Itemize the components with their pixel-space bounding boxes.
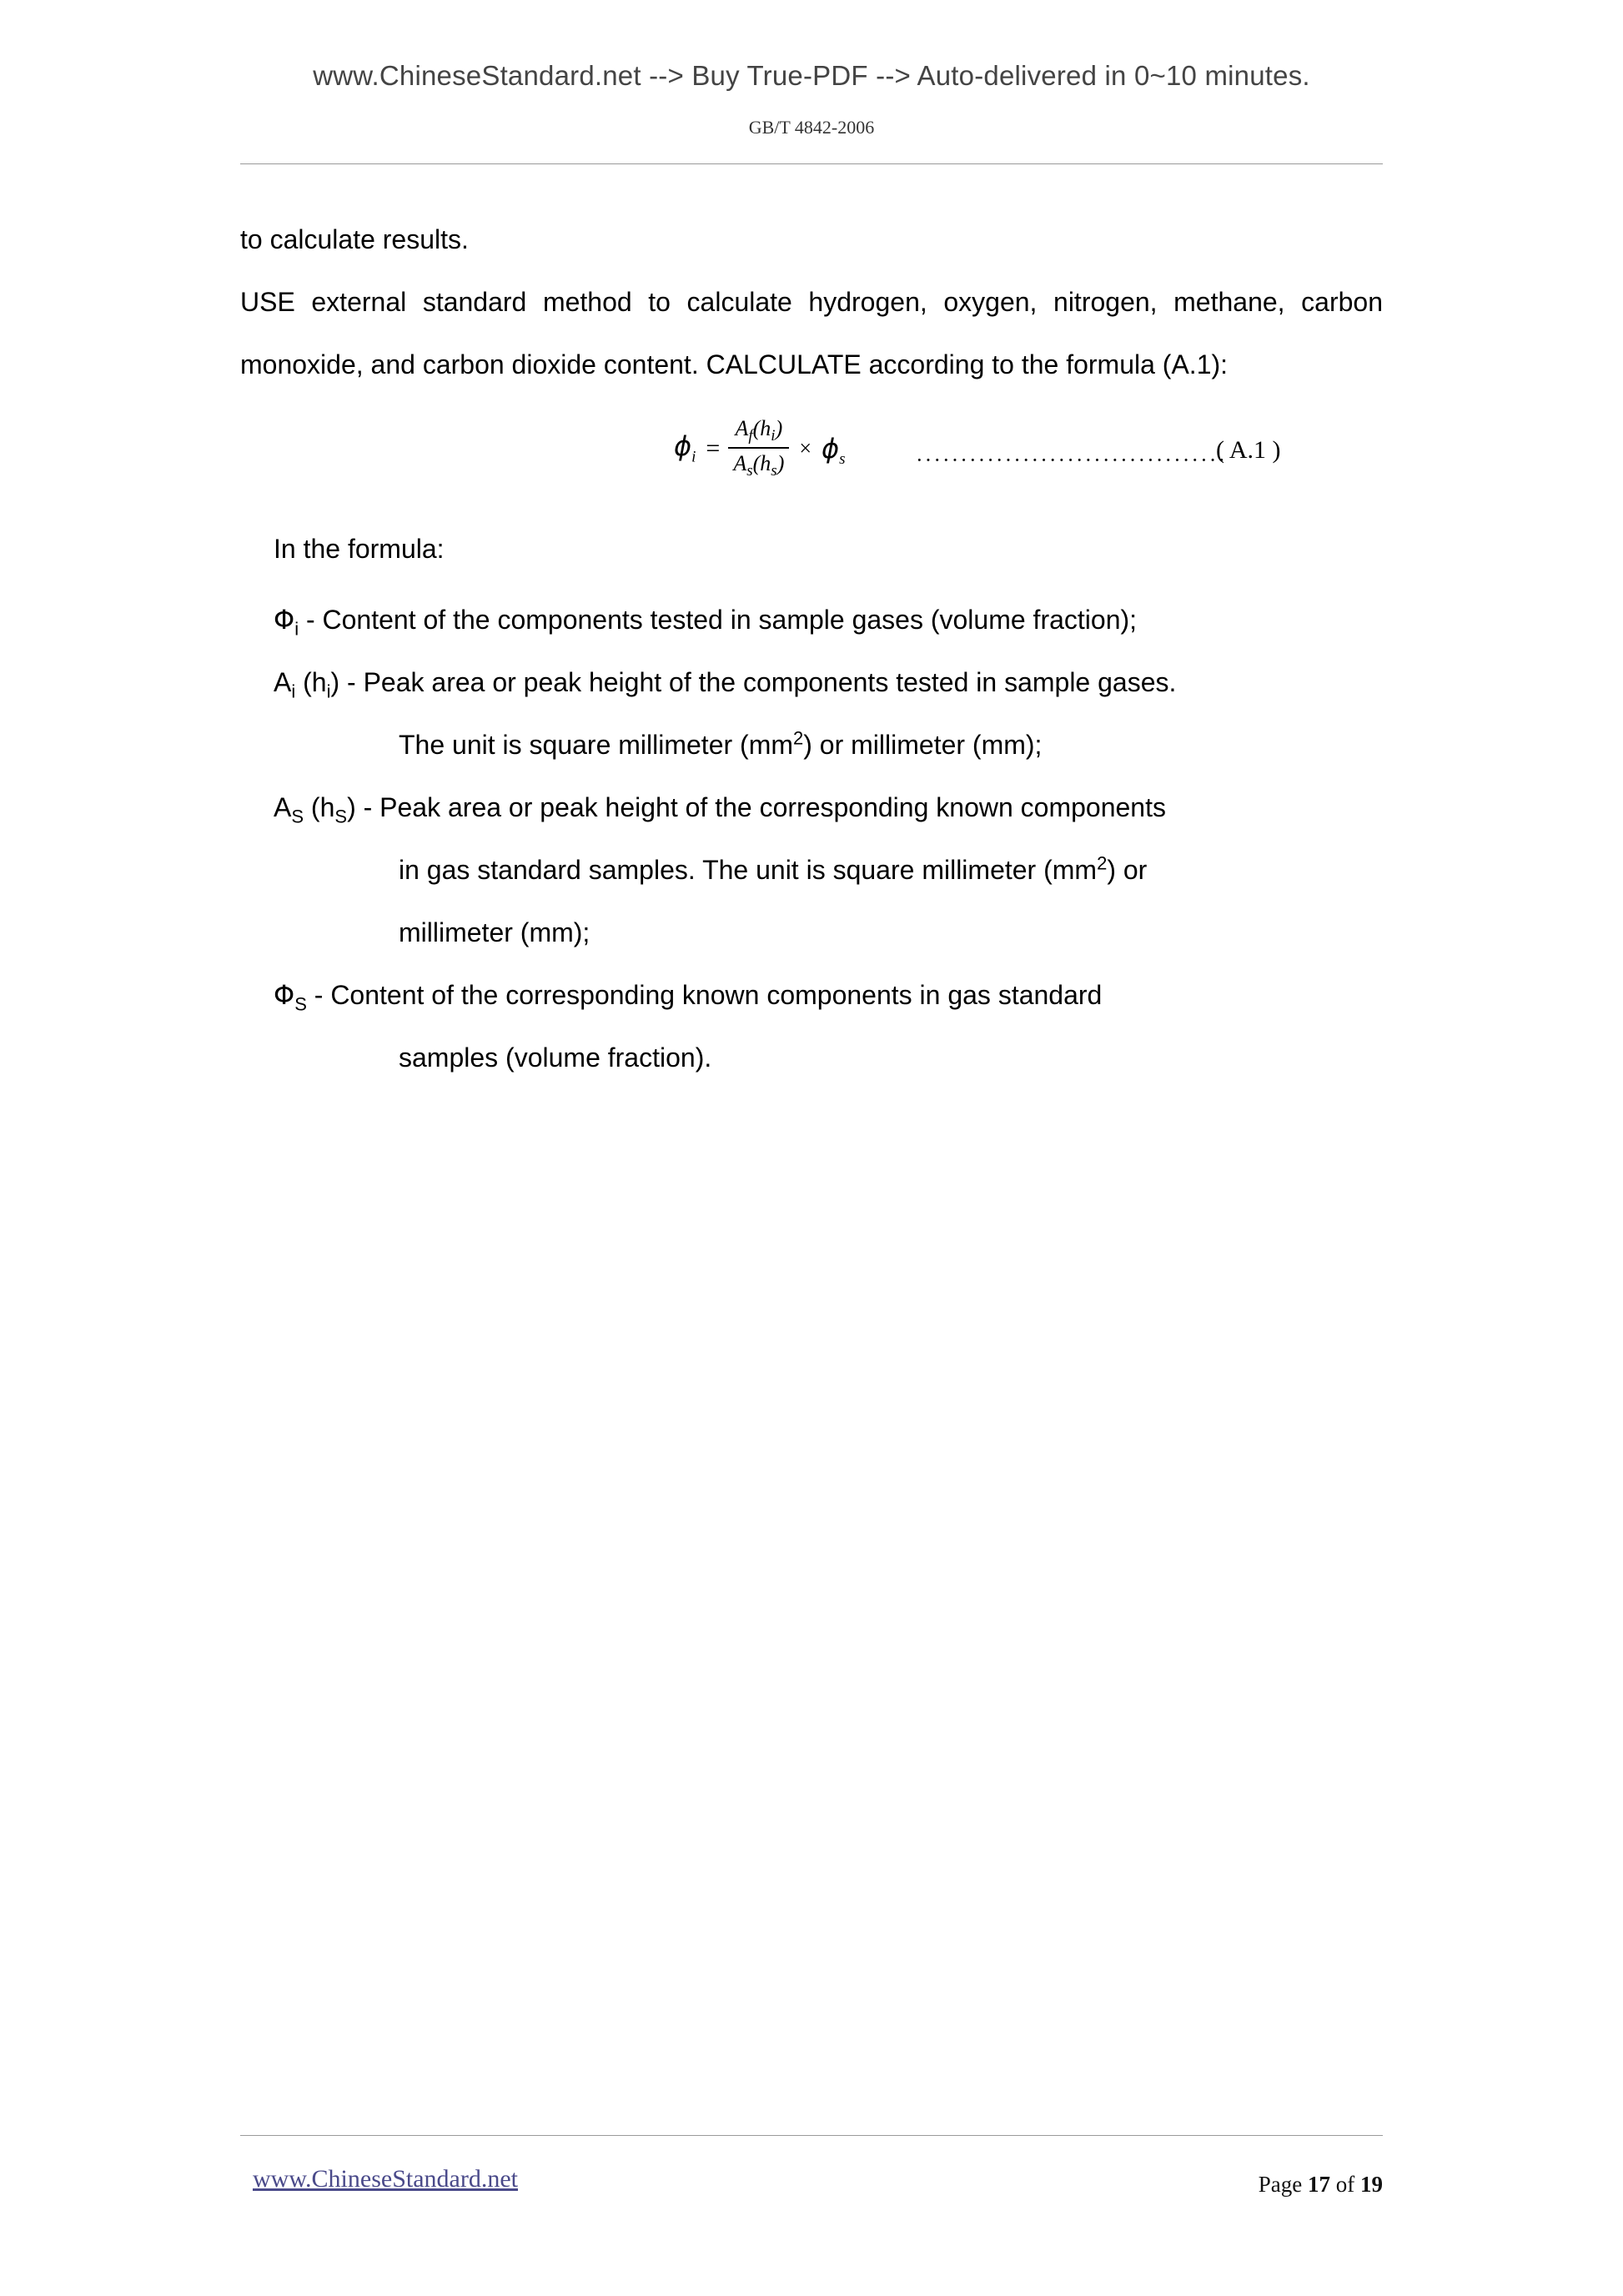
formula-leader-dots: ··································· <box>916 448 1228 472</box>
formula-denominator: $A_s(h_s)$ <box>733 451 785 480</box>
symbol-a: A <box>274 792 292 822</box>
header-divider <box>240 163 1383 164</box>
definition-item-a-i <box>240 651 1383 714</box>
symbol-phi: Φ <box>274 604 295 636</box>
formula-numerator: $A_f(h_i)$ <box>735 416 783 445</box>
paragraph-1: to calculate results. <box>240 224 469 254</box>
formula-fraction <box>728 416 789 480</box>
symbol-phi: Φ <box>274 979 295 1011</box>
exponent-two: 2 <box>793 727 804 749</box>
formula-a1 <box>674 416 846 480</box>
symbol-paren-close: ) <box>347 792 356 822</box>
symbol-subscript: i <box>294 618 299 640</box>
standard-code: GB/T 4842-2006 <box>748 117 875 138</box>
page-content <box>240 208 1383 1089</box>
symbol-subscript-2: S <box>334 806 348 827</box>
definition-text: - Content of the components tested in sample gases (volume fraction); <box>299 605 1138 635</box>
formula-rhs-symbol: $\phi_s$ <box>822 432 846 468</box>
definition-item-a-s <box>240 776 1383 839</box>
paragraph-2: USE external standard method to calculate hydrogen, oxygen, nitrogen, methane, carbon monoxide, and carbon dioxide content. CALCULATE according to the formula (A.1): <box>240 287 1383 379</box>
formula-lhs-symbol: $\phi_i$ <box>674 430 696 466</box>
definition-text: - Peak area or peak height of the components tested in sample gases. <box>339 667 1177 697</box>
symbol-paren-open: (h <box>304 792 335 822</box>
in-formula-label: In the formula: <box>274 534 445 564</box>
footer-page-number: Page 17 of 19 <box>1258 2172 1383 2197</box>
footer-divider <box>240 2135 1383 2136</box>
definition-continuation: samples (volume fraction). <box>399 1042 712 1073</box>
formula-equals: = <box>706 434 721 462</box>
definition-continuation: millimeter (mm); <box>399 917 590 947</box>
symbol-subscript: S <box>294 993 307 1015</box>
symbol-paren-close: ) <box>330 667 340 697</box>
formula-number: ( A.1 ) <box>1216 436 1281 464</box>
symbol-subscript: S <box>291 806 304 827</box>
symbol-paren-open: (h <box>295 667 327 697</box>
formula-a1-block <box>240 411 1383 511</box>
footer-site-link[interactable]: www.ChineseStandard.net <box>253 2165 518 2193</box>
definition-item-phi-s <box>240 964 1383 1027</box>
symbol-a: A <box>274 667 292 697</box>
formula-times-operator: × <box>799 435 812 460</box>
promo-header: www.ChineseStandard.net --> Buy True-PDF --> Auto-delivered in 0~10 minutes. <box>313 60 1310 91</box>
symbol-subscript: i <box>291 681 296 702</box>
exponent-two: 2 <box>1097 852 1108 874</box>
definition-text: - Peak area or peak height of the corresponding known components <box>355 792 1166 822</box>
definition-continuation: in gas standard samples. The unit is square millimeter $(mm^2)$ or <box>399 852 1148 885</box>
definition-item-phi-i <box>240 589 1383 651</box>
definition-text: - Content of the corresponding known components in gas standard <box>306 980 1103 1010</box>
symbol-subscript-2: i <box>326 681 331 702</box>
definition-continuation: The unit is square millimeter $(mm^2)$ or millimeter (mm); <box>399 727 1043 760</box>
definition-list <box>240 589 1383 1089</box>
